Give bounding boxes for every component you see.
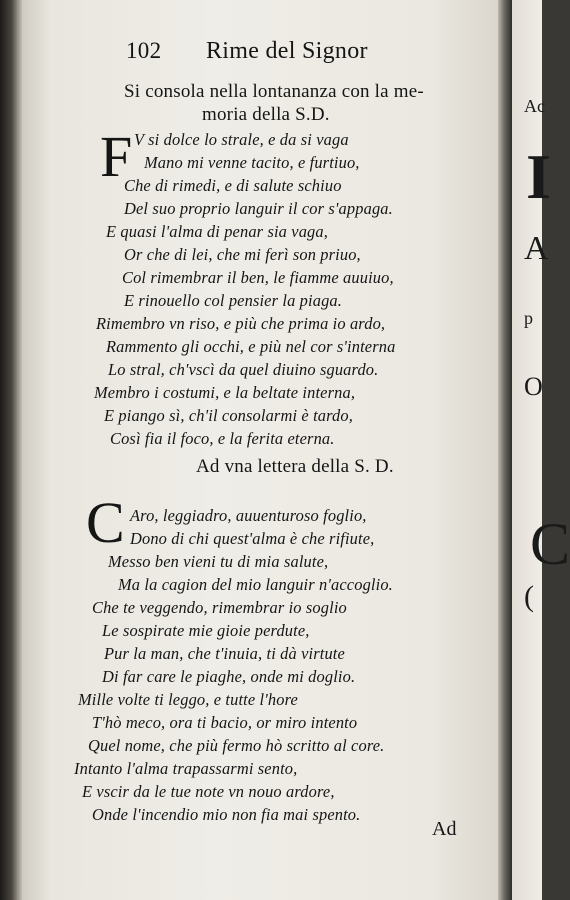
running-header: [126, 38, 462, 68]
poem2-line: Onde l'incendio mio non fia mai spento.: [92, 805, 361, 824]
poem2-line: Aro, leggiadro, auuenturoso foglio,: [130, 506, 367, 525]
poem1-title-line1: Si consola nella lontananza con la me-: [124, 81, 424, 102]
poem1-line: Rimembro vn riso, e più che prima io ardo,: [96, 314, 386, 333]
poem1-line: Rammento gli occhi, e più nel cor s'interna: [106, 337, 396, 356]
poem2-line: Di far care le piaghe, onde mi doglio.: [102, 667, 356, 686]
poem2-line: Dono di chi quest'alma è che rifiute,: [130, 529, 375, 548]
poem2-line: E vscir da le tue note vn nouo ardore,: [82, 782, 335, 801]
poem2-title: Ad vna lettera della S. D.: [196, 456, 394, 477]
poem2-line: Messo ben vieni tu di mia salute,: [108, 552, 329, 571]
poem2-line: Le sospirate mie gioie perdute,: [102, 621, 310, 640]
facing-page-text: (: [524, 580, 534, 613]
poem1-dropcap: F: [100, 124, 133, 189]
facing-page-text: p: [524, 308, 533, 328]
poem1-line: Così fia il foco, e la ferita eterna.: [110, 429, 335, 448]
running-title: Rime del Signor: [206, 38, 368, 64]
poem1-line: Col rimembrar il ben, le fiamme auuiuo,: [122, 268, 394, 287]
page-number: 102: [126, 38, 162, 63]
poem1-line: E quasi l'alma di penar sia vaga,: [106, 222, 328, 241]
poem2-line: Intanto l'alma trapassarmi sento,: [74, 759, 298, 778]
poem2-line: Che te veggendo, rimembrar io soglio: [92, 598, 347, 617]
poem1-line: Che di rimedi, e di salute schiuo: [124, 176, 342, 195]
facing-page-text: O: [524, 372, 543, 401]
poem2-line: Quel nome, che più fermo hò scritto al core.: [88, 736, 385, 755]
poem2-line: Pur la man, che t'inuia, ti dà virtute: [104, 644, 345, 663]
poem2-line: T'hò meco, ora ti bacio, or miro intento: [92, 713, 358, 732]
facing-page-text: Ac: [524, 96, 545, 116]
poem1-line: Membro i costumi, e la beltate interna,: [94, 383, 356, 402]
book-page: [22, 0, 502, 900]
poem1-line: E rinouello col pensier la piaga.: [124, 291, 343, 310]
facing-page-text: I: [526, 141, 551, 212]
poem1-line: Or che di lei, che mi ferì son priuo,: [124, 245, 361, 264]
poem2-line: Ma la cagion del mio languir n'accoglio.: [118, 575, 393, 594]
poem1-line: E piango sì, ch'il consolarmi è tardo,: [104, 406, 353, 425]
poem1-line: Mano mi venne tacito, e furtiuo,: [144, 153, 360, 172]
facing-page-text: A: [524, 230, 549, 267]
catchword: Ad: [432, 818, 457, 840]
poem1-line: V si dolce lo strale, e da si vaga: [134, 130, 349, 149]
facing-page-text: C: [530, 511, 570, 577]
poem2-line: Mille volte ti leggo, e tutte l'hore: [78, 690, 298, 709]
facing-page-fragment: [512, 0, 570, 900]
poem1-line: Del suo proprio languir il cor s'appaga.: [124, 199, 393, 218]
poem1-line: Lo stral, ch'vscì da quel diuino sguardo.: [108, 360, 379, 379]
poem2-dropcap: C: [86, 490, 125, 555]
poem1-title-line2: moria della S.D.: [202, 104, 330, 125]
